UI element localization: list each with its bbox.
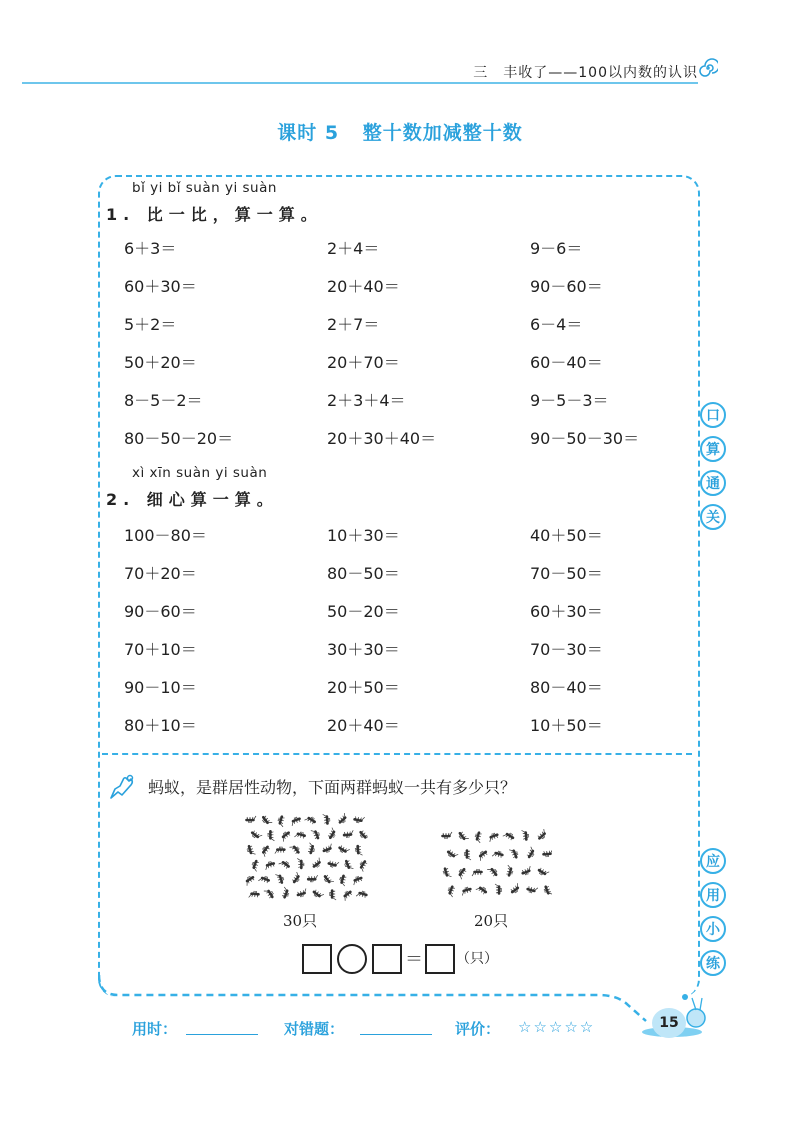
ant-icon: [536, 866, 549, 878]
ant-icon: [509, 847, 519, 860]
q1-pinyin: bǐ yi bǐ suàn yi suàn: [132, 180, 277, 196]
q1-equation: 20＋70＝: [327, 353, 400, 372]
q1-equation: 2＋7＝: [327, 315, 380, 334]
q1-equation: 20＋40＝: [327, 277, 400, 296]
ant-icon: [536, 829, 549, 841]
ant-icon: [505, 865, 515, 877]
q1-equation: 6＋3＝: [124, 239, 177, 258]
lesson-title: [0, 118, 800, 145]
lesson-label: 课时 5: [277, 122, 340, 144]
sidebar_bottom-char: 小: [700, 916, 726, 942]
ant-group-20-label: 20只: [474, 912, 509, 930]
ant-icon: [341, 889, 354, 901]
ant-icon: [542, 849, 552, 857]
ant-icon: [249, 890, 260, 898]
equals-sign: ＝: [405, 949, 423, 970]
ant-icon: [275, 873, 285, 885]
ant-icon: [520, 866, 533, 876]
ant-icon: [343, 858, 353, 871]
ant-icon: [355, 844, 363, 855]
ant-icon: [356, 889, 368, 899]
ant-icon: [521, 830, 529, 841]
answer-box-1[interactable]: [302, 944, 332, 974]
ant-icon: [503, 830, 516, 842]
q1-equation: 8－5－2＝: [124, 391, 203, 410]
ant-icon: [321, 844, 334, 854]
ant-icon: [307, 843, 317, 855]
ant-icon: [296, 889, 308, 899]
ant-icon: [243, 874, 256, 886]
ant-icon: [495, 884, 502, 895]
ant-icon: [310, 858, 323, 870]
q1-equation: 50＋20＝: [124, 353, 197, 372]
swirl-icon: [698, 58, 718, 78]
q1-equation: 2＋4＝: [327, 239, 380, 258]
sidebar_bottom-char: 应: [700, 848, 726, 874]
ant-icon: [305, 814, 318, 826]
ant-icon: [492, 849, 504, 859]
rating-label: 评价：: [455, 1020, 501, 1038]
q1-equation: 9－6＝: [530, 239, 583, 258]
q1-equation: 20＋30＋40＝: [327, 429, 437, 448]
section-divider: [102, 753, 692, 755]
ant-icon: [275, 847, 286, 854]
q1-equation: 80－50－20＝: [124, 429, 234, 448]
pointing-hand-icon: [108, 772, 138, 802]
q2-equation: 90－10＝: [124, 678, 197, 697]
operator-circle[interactable]: [337, 944, 367, 974]
q2-equation: 60＋30＝: [530, 602, 603, 621]
q2-equation: 30＋30＝: [327, 640, 400, 659]
sidebar-application: [700, 848, 728, 984]
q1-equation: 90－50－30＝: [530, 429, 640, 448]
ant-icon: [280, 887, 290, 900]
time-label: 用时：: [132, 1020, 178, 1038]
application-question: 蚂蚁，是群居性动物，下面两群蚂蚁一共有多少只？: [148, 778, 517, 797]
q2-equation: 50－20＝: [327, 602, 400, 621]
answer-box-2[interactable]: [372, 944, 402, 974]
ant-icon: [258, 874, 271, 884]
ant-icon: [246, 844, 256, 856]
ant-icon: [526, 885, 538, 895]
ant-icon: [260, 814, 272, 827]
q2-equation: 80＋10＝: [124, 716, 197, 735]
ant-group-30-label: 30只: [283, 912, 318, 930]
sidebar_bottom-char: 练: [700, 950, 726, 976]
ant-icon: [250, 859, 260, 872]
ant-icon: [297, 858, 304, 869]
ant-icon: [509, 883, 522, 895]
ant-icon: [307, 875, 318, 882]
q1-equation: 60－40＝: [530, 353, 603, 372]
q2-equation: 80－50＝: [327, 564, 400, 583]
q2-equation: 80－40＝: [530, 678, 603, 697]
q2-equation: 70＋20＝: [124, 564, 197, 583]
sidebar_top-char: 算: [700, 436, 726, 462]
exercise-box: [98, 175, 700, 997]
unit-label: （只）: [456, 951, 498, 967]
q1-equation: 60＋30＝: [124, 277, 197, 296]
errors-blank[interactable]: [360, 1034, 432, 1035]
ant-icon: [353, 815, 365, 824]
ant-group-30: [240, 812, 368, 902]
header-rule: [22, 82, 698, 84]
q2-equation: 20＋50＝: [327, 678, 400, 697]
ant-icon: [289, 843, 301, 856]
ant-icon: [473, 831, 483, 843]
q1-title: 1. 比一比，算一算。: [106, 205, 323, 224]
ant-icon: [336, 813, 349, 825]
q2-equation: 20＋40＝: [327, 716, 400, 735]
ant-icon: [264, 887, 276, 900]
q1-equation: 6－4＝: [530, 315, 583, 334]
ant-icon: [487, 831, 500, 841]
ant-icon: [476, 884, 489, 896]
lesson-topic: 整十数加减整十数: [362, 122, 523, 144]
ant-icon: [487, 865, 499, 878]
q2-equation: 40＋50＝: [530, 526, 603, 545]
q2-equation: 100－80＝: [124, 526, 207, 545]
ant-icon: [342, 830, 353, 838]
ant-icon: [327, 859, 339, 869]
page-number: 15: [652, 1008, 686, 1038]
ant-icon: [311, 888, 324, 900]
sidebar_top-char: 口: [700, 402, 726, 428]
q2-equation: 10＋50＝: [530, 716, 603, 735]
ant-icon: [290, 872, 302, 885]
ant-icon: [249, 829, 262, 841]
ant-icon: [259, 844, 271, 857]
q1-equation: 90－60＝: [530, 277, 603, 296]
ant-icon: [357, 859, 368, 872]
ant-group-20: [436, 828, 552, 898]
ant-icon: [311, 828, 321, 841]
ant-icon: [290, 815, 303, 825]
sidebar_bottom-char: 用: [700, 882, 726, 908]
q2-title: 2. 细心算一算。: [106, 490, 279, 509]
ant-icon: [323, 814, 331, 825]
sidebar_top-char: 关: [700, 504, 726, 530]
q2-equation: 70＋10＝: [124, 640, 197, 659]
ant-icon: [351, 875, 364, 885]
ant-icon: [476, 849, 489, 861]
q2-pinyin: xì xīn suàn yi suàn: [132, 465, 268, 481]
ant-icon: [441, 832, 452, 839]
q2-equation: 10＋30＝: [327, 526, 400, 545]
ant-icon: [322, 873, 334, 886]
time-blank[interactable]: [186, 1034, 258, 1035]
ant-icon: [460, 886, 472, 896]
ant-icon: [267, 830, 274, 841]
ant-icon: [457, 830, 469, 843]
ant-icon: [279, 858, 292, 870]
answer-box-result[interactable]: [425, 944, 455, 974]
q2-equation: 90－60＝: [124, 602, 197, 621]
ant-icon: [264, 860, 276, 870]
ant-icon: [279, 830, 292, 842]
q1-equation: 9－5－3＝: [530, 391, 609, 410]
ant-icon: [464, 849, 471, 860]
ant-icon: [446, 884, 456, 897]
ant-icon: [442, 866, 452, 878]
q2-equation: 70－30＝: [530, 640, 603, 659]
chapter-header: 三 丰收了——100以内数的认识: [473, 65, 698, 81]
ant-icon: [276, 815, 286, 827]
ant-icon: [525, 847, 537, 860]
ant-icon: [326, 828, 338, 841]
ant-icon: [542, 884, 552, 897]
rating-stars[interactable]: ☆☆☆☆☆: [518, 1018, 596, 1036]
sidebar_top-char: 通: [700, 470, 726, 496]
q1-equation: 2＋3＋4＝: [327, 391, 406, 410]
ant-icon: [245, 816, 256, 823]
ant-icon: [337, 844, 350, 856]
ant-icon: [445, 848, 458, 860]
sidebar-oral-calc: [700, 402, 728, 538]
ant-icon: [329, 889, 336, 900]
ant-icon: [358, 829, 368, 842]
ant-icon: [338, 874, 348, 886]
ant-icon: [294, 830, 306, 840]
q2-equation: 70－50＝: [530, 564, 603, 583]
ant-icon: [456, 866, 468, 879]
q1-equation: 5＋2＝: [124, 315, 177, 334]
ant-icon: [472, 869, 483, 876]
errors-label: 对错题：: [284, 1020, 345, 1038]
